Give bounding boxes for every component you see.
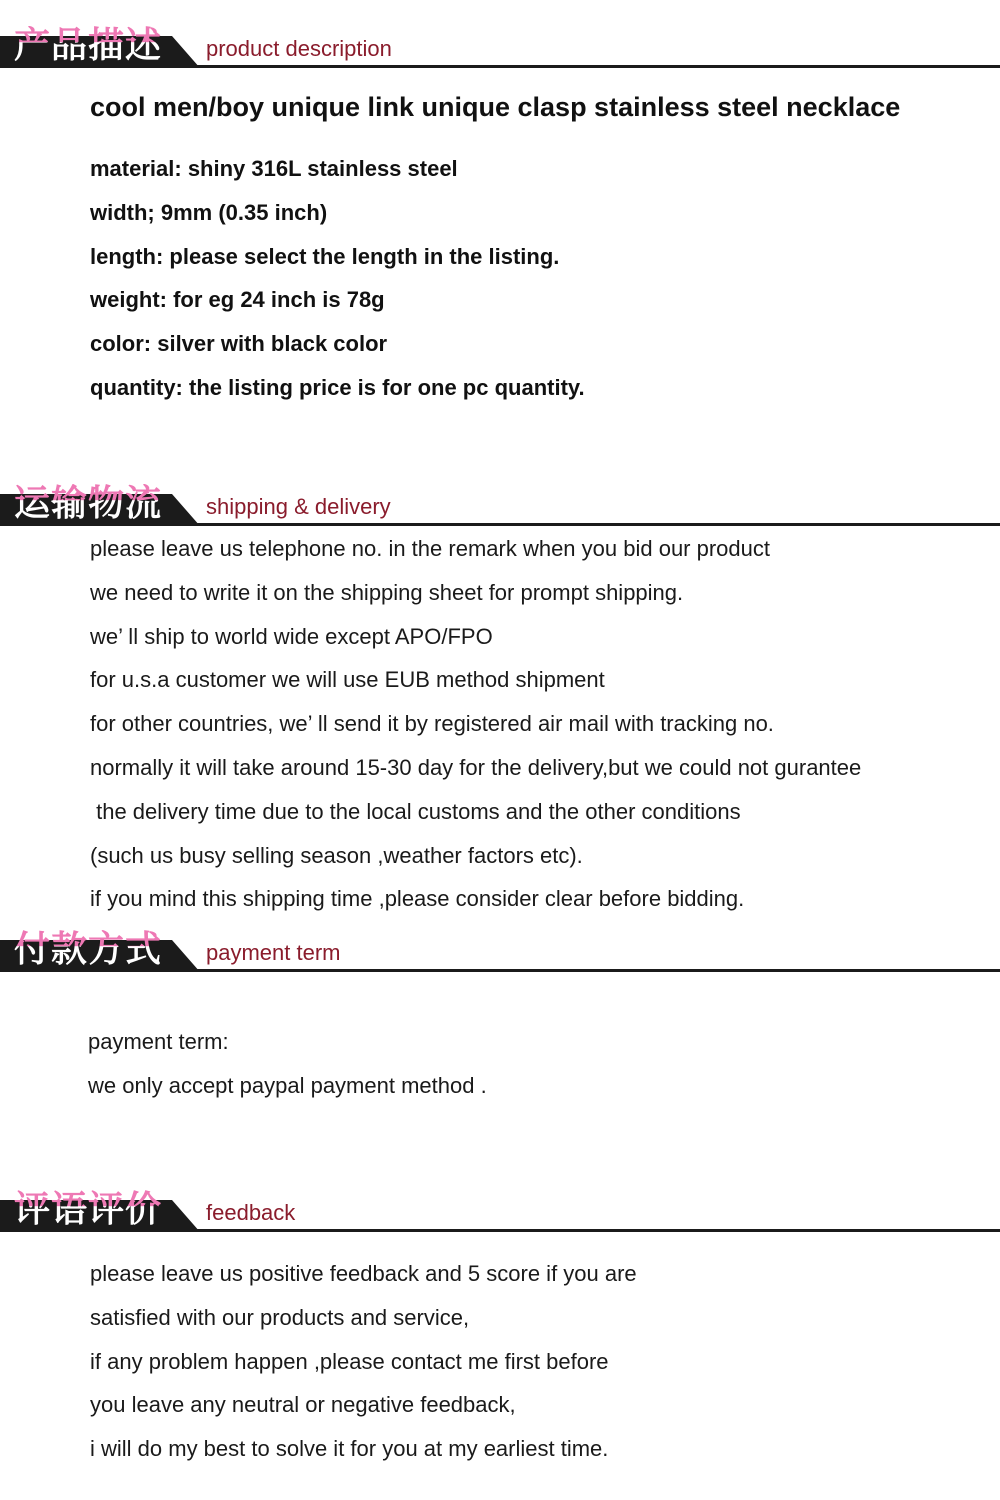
text-line: we’ ll ship to world wide except APO/FPO xyxy=(90,623,493,649)
text-line: satisfied with our products and service, xyxy=(90,1304,470,1330)
feedback-details xyxy=(90,1252,637,1471)
section-header-payment xyxy=(0,924,1000,972)
header-chinese-title: 付款方式 xyxy=(14,929,163,970)
text-line: we only accept paypal payment method . xyxy=(88,1072,487,1098)
detail-line: quantity: the listing price is for one pc quantity. xyxy=(90,374,585,400)
section-header-feedback xyxy=(0,1184,1000,1232)
text-line: please leave us positive feedback and 5 score if you are xyxy=(90,1261,637,1286)
header-chinese-title: 运输物流 xyxy=(14,483,163,524)
text-line: you leave any neutral or negative feedback, xyxy=(90,1392,516,1418)
header-english-title: product description xyxy=(206,36,392,61)
text-line: we need to write it on the shipping sheet for prompt shipping. xyxy=(90,579,684,605)
text-line: payment term: xyxy=(88,1029,229,1054)
text-line: (such us busy selling season ,weather factors etc). xyxy=(90,842,583,868)
detail-line: width; 9mm (0.35 inch) xyxy=(90,199,328,225)
product-title: cool men/boy unique link unique clasp stainless steel necklace xyxy=(90,92,901,122)
detail-line: color: silver with black color xyxy=(90,331,388,357)
product-details xyxy=(90,147,585,410)
payment-details xyxy=(88,1020,487,1108)
detail-line: length: please select the length in the listing. xyxy=(90,243,560,269)
header-english-title: feedback xyxy=(206,1200,296,1225)
text-line: i will do my best to solve it for you at my earliest time. xyxy=(90,1436,609,1462)
detail-line: material: shiny 316L stainless steel xyxy=(90,156,458,181)
text-line: the delivery time due to the local customs and the other conditions xyxy=(90,798,741,824)
text-line: normally it will take around 15-30 day for the delivery,but we could not gurantee xyxy=(90,754,862,780)
section-header-shipping xyxy=(0,478,1000,526)
text-line: if you mind this shipping time ,please consider clear before bidding. xyxy=(90,886,745,912)
text-line: for u.s.a customer we will use EUB method shipment xyxy=(90,667,605,693)
text-line: if any problem happen ,please contact me first before xyxy=(90,1348,609,1374)
header-chinese-title: 产品描述 xyxy=(14,25,163,66)
text-line: for other countries, we’ ll send it by registered air mail with tracking no. xyxy=(90,711,774,737)
header-chinese-title: 评语评价 xyxy=(14,1189,163,1230)
header-english-title: shipping & delivery xyxy=(206,494,391,519)
detail-line: weight: for eg 24 inch is 78g xyxy=(90,287,385,313)
shipping-details xyxy=(90,527,861,921)
text-line: please leave us telephone no. in the remark when you bid our product xyxy=(90,536,770,561)
section-header-product xyxy=(0,20,1000,68)
header-english-title: payment term xyxy=(206,940,341,965)
